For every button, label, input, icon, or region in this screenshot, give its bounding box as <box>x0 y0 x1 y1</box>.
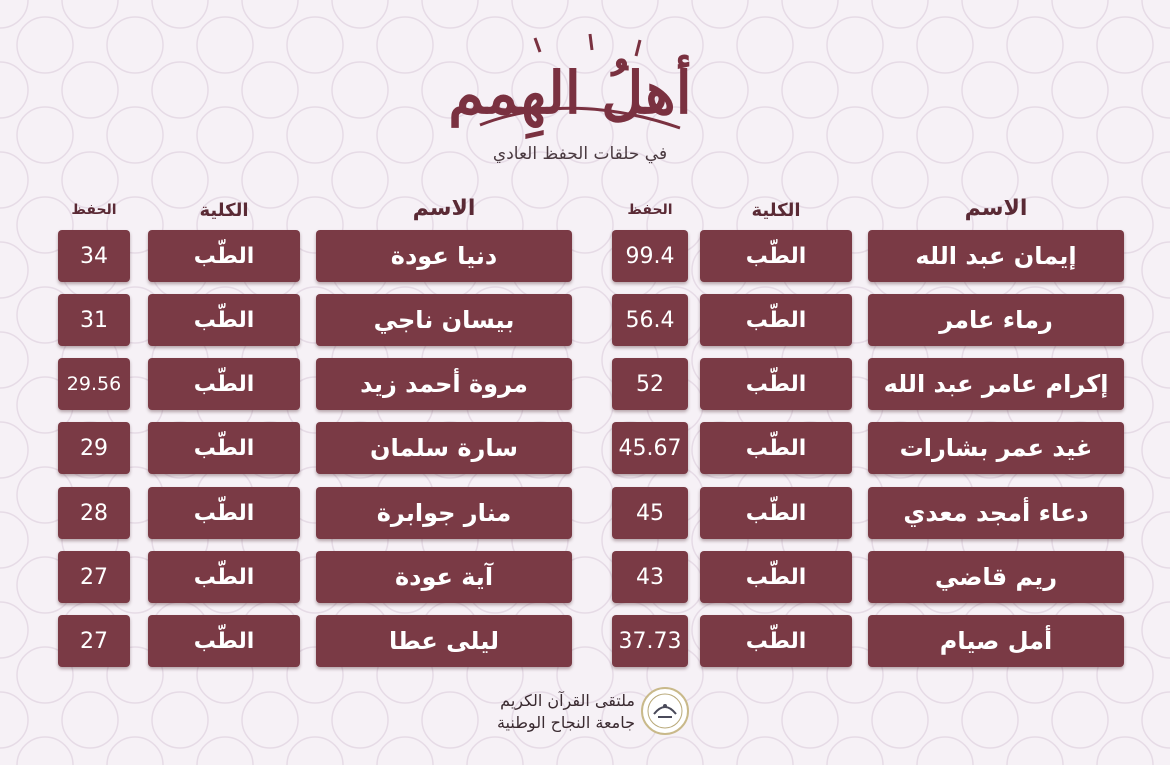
student-name: إكرام عامر عبد الله <box>868 358 1124 410</box>
student-name: مروة أحمد زيد <box>316 358 572 410</box>
student-name: رماء عامر <box>868 294 1124 346</box>
student-score: 56.4 <box>612 294 688 346</box>
student-college: الطّب <box>700 487 852 539</box>
student-name: آية عودة <box>316 551 572 603</box>
student-college: الطّب <box>148 358 300 410</box>
student-name: غيد عمر بشارات <box>868 422 1124 474</box>
student-score: 31 <box>58 294 130 346</box>
student-score: 45.67 <box>612 422 688 474</box>
student-name: بيسان ناجي <box>316 294 572 346</box>
student-score: 43 <box>612 551 688 603</box>
student-score: 34 <box>58 230 130 282</box>
page-title: أهلُ الهِمم <box>448 59 692 127</box>
student-college: الطّب <box>700 358 852 410</box>
quran-forum-logo-icon <box>640 686 690 736</box>
student-name: دنيا عودة <box>316 230 572 282</box>
title-calligraphy <box>440 30 700 140</box>
student-college: الطّب <box>148 615 300 667</box>
student-score: 28 <box>58 487 130 539</box>
student-college: الطّب <box>700 615 852 667</box>
right-header-name: الاسم <box>964 196 1028 221</box>
footer-line-2: جامعة النجاح الوطنية <box>496 713 635 732</box>
student-score: 45 <box>612 487 688 539</box>
student-score: 27 <box>58 615 130 667</box>
left-header-college: الكلية <box>199 200 249 221</box>
student-score: 52 <box>612 358 688 410</box>
student-college: الطّب <box>148 294 300 346</box>
footer <box>440 690 635 734</box>
student-name: إيمان عبد الله <box>868 230 1124 282</box>
student-name: ليلى عطا <box>316 615 572 667</box>
student-score: 37.73 <box>612 615 688 667</box>
student-college: الطّب <box>700 294 852 346</box>
student-college: الطّب <box>148 487 300 539</box>
right-header-college: الكلية <box>751 200 801 221</box>
student-college: الطّب <box>148 230 300 282</box>
student-name: سارة سلمان <box>316 422 572 474</box>
left-header-name: الاسم <box>412 196 476 221</box>
student-score: 29 <box>58 422 130 474</box>
page-subtitle: في حلقات الحفظ العادي <box>492 144 668 164</box>
student-score: 29.56 <box>58 358 130 410</box>
footer-line-1: ملتقى القرآن الكريم <box>500 691 635 710</box>
student-name: دعاء أمجد معدي <box>868 487 1124 539</box>
student-score: 27 <box>58 551 130 603</box>
student-college: الطّب <box>700 551 852 603</box>
student-college: الطّب <box>700 422 852 474</box>
student-name: أمل صيام <box>868 615 1124 667</box>
student-college: الطّب <box>148 422 300 474</box>
student-name: منار جوابرة <box>316 487 572 539</box>
student-college: الطّب <box>700 230 852 282</box>
student-name: ريم قاضي <box>868 551 1124 603</box>
student-score: 99.4 <box>612 230 688 282</box>
left-header-score: الحفظ <box>71 202 117 218</box>
student-college: الطّب <box>148 551 300 603</box>
right-header-score: الحفظ <box>627 202 673 218</box>
